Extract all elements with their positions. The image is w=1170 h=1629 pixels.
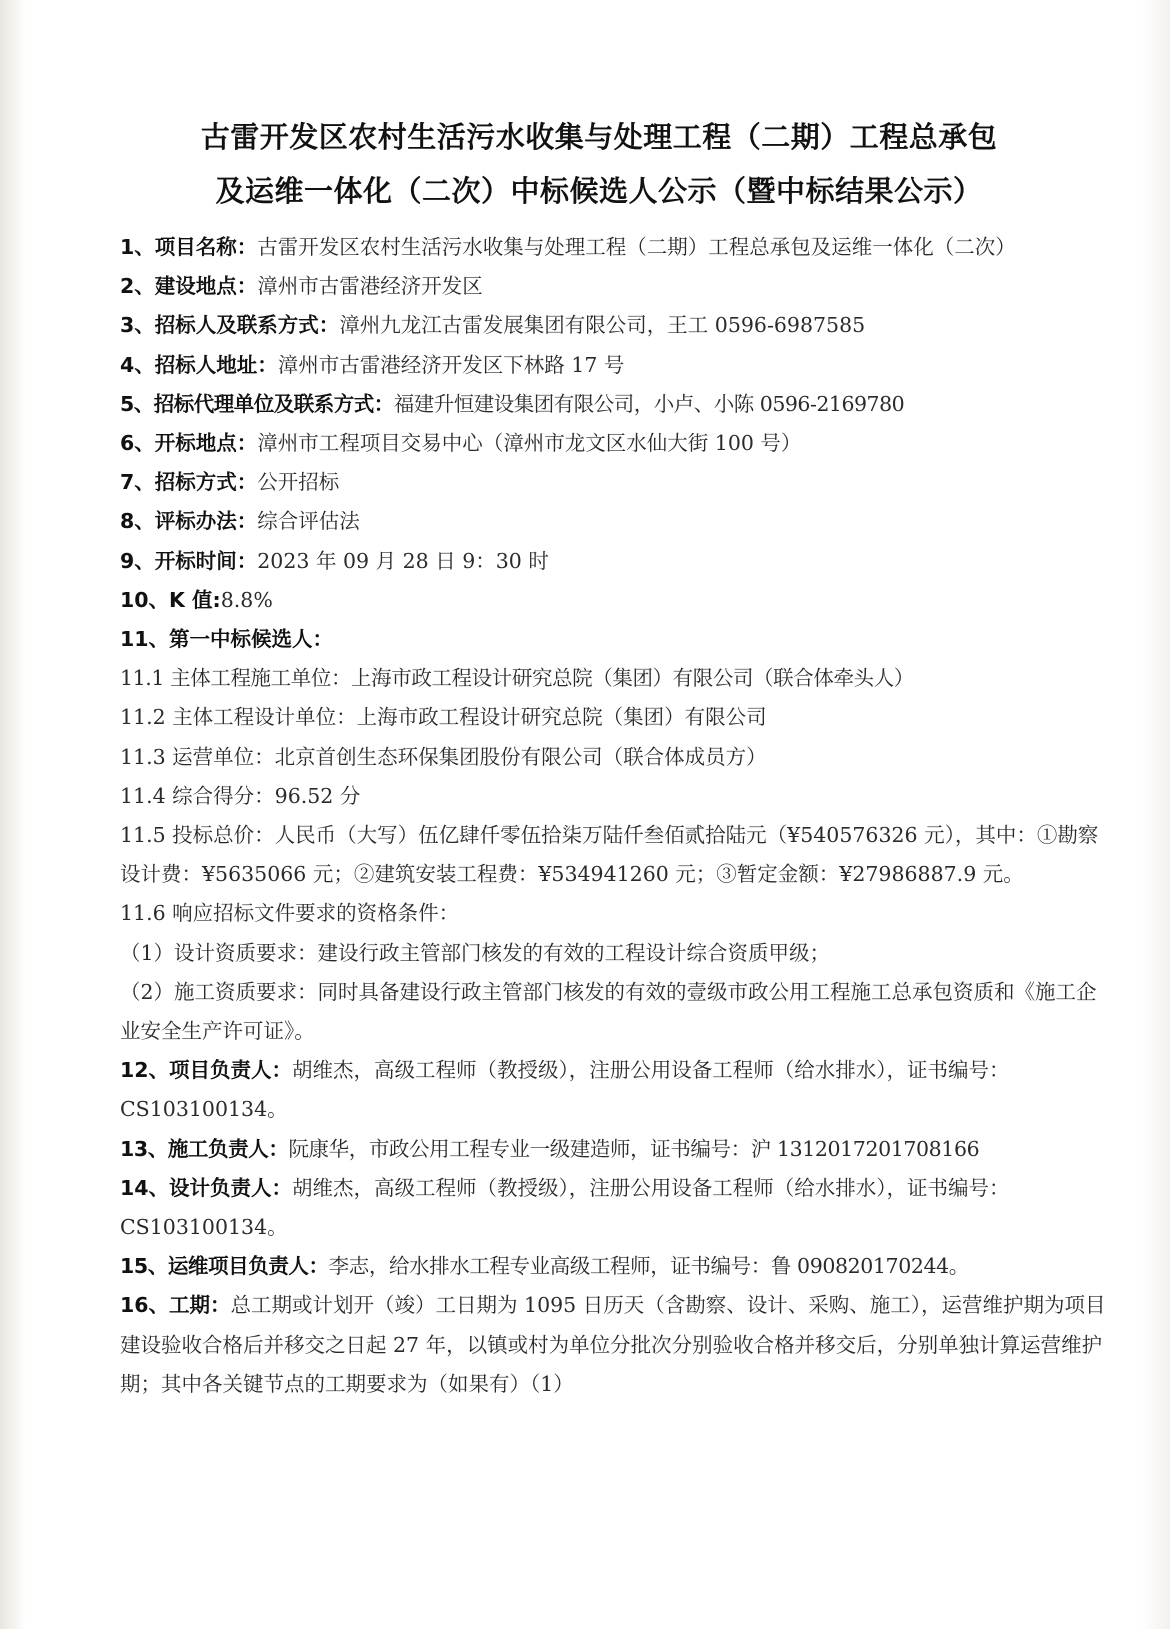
item-value: （1）设计资质要求：建设行政主管部门核发的有效的工程设计综合资质甲级；: [120, 940, 831, 965]
document-title: [80, 110, 1118, 218]
item-11-6-qualifications: [120, 894, 1108, 933]
title-line-1: 古雷开发区农村生活污水收集与处理工程（二期）工程总承包: [200, 120, 998, 154]
item-value: 2023 年 09 月 28 日 9：30 时: [257, 548, 549, 573]
item-design-qualification: [120, 934, 1108, 973]
item-label: 16、工期：: [120, 1293, 231, 1318]
item-tenderer-contact: [120, 306, 1108, 345]
item-label: 13、施工负责人：: [120, 1136, 289, 1161]
item-construction-site: [120, 267, 1108, 306]
item-value: 漳州市古雷港经济开发区: [257, 274, 483, 299]
item-project-manager: [120, 1051, 1108, 1129]
item-label: 11、第一中标候选人：: [120, 627, 334, 652]
item-label: 7、招标方式：: [120, 470, 258, 495]
item-label: 5、招标代理单位及联系方式：: [120, 391, 394, 416]
item-construction-qualification: [120, 973, 1108, 1051]
item-value: 综合评估法: [257, 509, 360, 534]
item-value: 李志，给水排水工程专业高级工程师，证书编号：鲁 090820170244。: [328, 1254, 969, 1279]
item-bid-opening-place: [120, 424, 1108, 463]
item-label: 2、建设地点：: [120, 274, 258, 299]
item-value: （2）施工资质要求：同时具备建设行政主管部门核发的有效的壹级市政公用工程施工总承包资质和《施工企业安全生产许可证》。: [120, 979, 1097, 1044]
item-label: 3、招标人及联系方式：: [120, 313, 340, 338]
item-label: 4、招标人地址：: [120, 352, 278, 377]
item-value: 11.3 运营单位：北京首创生态环保集团股份有限公司（联合体成员方）: [120, 744, 767, 769]
title-line-2: 及运维一体化（二次）中标候选人公示（暨中标结果公示）: [215, 174, 983, 208]
document-body: [120, 228, 1108, 1404]
item-value: 11.5 投标总价：人民币（大写）伍亿肆仟零伍拾柒万陆仟叁佰贰拾陆元（¥540576326 元），其中：①勘察设计费：¥5635066 元；②建筑安装工程费：¥534941260 元；③暂定金额：¥27986887.9 元。: [120, 823, 1099, 887]
item-value: 漳州市工程项目交易中心（漳州市龙文区水仙大街 100 号）: [257, 431, 802, 456]
item-construction-manager: [120, 1130, 1108, 1169]
item-label: 9、开标时间：: [120, 548, 258, 573]
item-project-name: [120, 228, 1108, 267]
item-value: 11.4 综合得分：96.52 分: [120, 783, 361, 808]
item-value: 胡维杰，高级工程师（教授级），注册公用设备工程师（给水排水），证书编号：CS103100134。: [120, 1175, 1010, 1240]
item-k-value: [120, 581, 1108, 620]
item-operation-manager: [120, 1247, 1108, 1286]
item-label: 12、项目负责人：: [120, 1058, 293, 1083]
item-value: 漳州九龙江古雷发展集团有限公司，王工 0596-6987585: [339, 313, 866, 338]
item-11-3-operation-unit: [120, 738, 1108, 777]
item-first-candidate: [120, 620, 1108, 659]
item-11-1-construction-unit: [120, 659, 1108, 698]
item-label: 8、评标办法：: [120, 509, 258, 534]
item-label: 10、K 值:: [120, 587, 221, 612]
item-construction-period: [120, 1286, 1108, 1404]
item-value: 总工期或计划开（竣）工日期为 1095 日历天（含勘察、设计、采购、施工），运营维护期为项目建设验收合格后并移交之日起 27 年，以镇或村为单位分批次分别验收合格并移交后，分别单独计算运营维护期；其中各关键节点的工期要求为（如果有）（1）: [120, 1293, 1106, 1396]
item-value: 8.8%: [220, 587, 273, 612]
item-value: 古雷开发区农村生活污水收集与处理工程（二期）工程总承包及运维一体化（二次）: [257, 235, 1016, 259]
item-value: 胡维杰，高级工程师（教授级），注册公用设备工程师（给水排水），证书编号：CS103100134。: [120, 1058, 1010, 1122]
item-label: 15、运维项目负责人：: [120, 1254, 329, 1279]
item-label: 6、开标地点：: [120, 431, 258, 456]
item-tender-method: [120, 463, 1108, 502]
item-value: 福建升恒建设集团有限公司，小卢、小陈 0596-2169780: [393, 391, 905, 416]
item-value: 11.1 主体工程施工单位：上海市政工程设计研究总院（集团）有限公司（联合体牵头人）: [120, 666, 914, 691]
item-value: 11.6 响应招标文件要求的资格条件：: [120, 901, 460, 926]
item-label: 14、设计负责人：: [120, 1175, 293, 1200]
item-design-manager: [120, 1169, 1108, 1247]
item-11-2-design-unit: [120, 698, 1108, 737]
item-value: 漳州市古雷港经济开发区下林路 17 号: [277, 352, 625, 377]
item-tenderer-address: [120, 346, 1108, 385]
item-label: 1、项目名称：: [120, 235, 258, 259]
item-value: 11.2 主体工程设计单位：上海市政工程设计研究总院（集团）有限公司: [120, 705, 767, 730]
item-11-5-bid-price: [120, 816, 1108, 894]
item-11-4-score: [120, 777, 1108, 816]
item-agency-contact: [120, 385, 1108, 424]
item-value: 公开招标: [257, 470, 340, 495]
item-bid-opening-time: [120, 542, 1108, 581]
item-value: 阮康华，市政公用工程专业一级建造师，证书编号：沪 1312017201708166: [288, 1136, 980, 1161]
item-evaluation-method: [120, 502, 1108, 541]
